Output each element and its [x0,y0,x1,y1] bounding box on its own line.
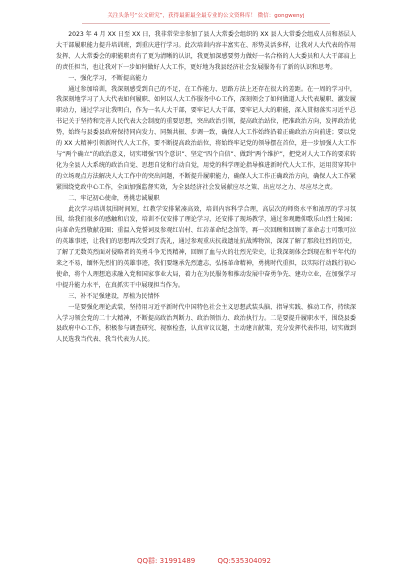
intro-paragraph: 2023 年 4 月 XX 日至 XX 日，我非常荣幸参加了县人大常委会组织的 XX 县人大常委会组成人员和基层人大干部履职能力提升培训班，到重庆进行学习。此次培训内容丰富实在、形势灵活多样，让我对人大代表的作用发挥、人大常委会的职能职责有了更为清晰的认识，我更加深感要努力做好一名合格的人大委员和人大干部肩上的责任担当，也让我对下一步如何做好人大工作，更好地为我县经济社会发展服务有了新的认识和思考。 [56,31,356,71]
section-3-paragraph: 一是要强化理论武装，坚持用习近平新时代中国特色社会主义思想武装头脑、指导实践、推动工作，持续深入学习领会党的二十大精神，不断提高政治判断力、政治领悟力、政治执行力。二是要提升履职水平，围绕县委县政府中心工作，积极参与调查研究、视察检查，认真审议议题，主动建言献策，充分发挥代表作用，切实做到人民选我当代表、我当代表为人民。 [56,303,356,344]
document-body [56,30,356,346]
qq-group-text: QQ群: 31991489 [137,557,196,565]
section-heading-3: 三、补不足强建设，厚植为民情怀 [68,292,160,300]
section-2-paragraph: 此次学习培训氛围时间短，红教学安排紧凑高效，培训内容科学合理，高层次的师资水平和浓厚的学习氛围，给我们很多的感触和启发，培训不仅安排了理论学习，还安排了现场教学，通过参观瞻仰歌乐山烈士陵园；向革命先烈敬献花圈；重温入党誓词及参观红岩村、红岩革命纪念馆等，再一次回顾和回顾了革命志士可歌可泣的英雄事迹，让我们的思想再次受到了洗礼，通过参观重庆抗战遗址抗战博物馆，深深了解了那段壮烈的历史，了解了无数英烈面对侵略者的英勇斗争无畏精神，回顾了血与火的壮烈光荣史，让我深刻体会到现在和平年代的来之不易，缅怀先烈们的英雄事迹，我们要继承先烈遗志，弘扬革命精神，勇挑时代重担，以实际行动践行初心使命，将个人理想追求融入党和国家事业大局，着力在为民服务和推动发展中奋勇争先、建功立业，在加强学习中提升能力水平，在真抓实干中展现担当作为。 [56,205,356,289]
page-footer [0,553,408,569]
promo-banner: 关注头条号“公文研究”，获得最新最全最专业的公文资料库！ 微信：gongwenyj [82,9,330,24]
section-heading-1: 一、强化学习，不断提高能力 [68,74,148,82]
qq-contact-text: QQ:535304092 [217,557,271,565]
section-heading-2: 二、牢记初心使命，勇挑忠诚履职 [68,194,160,202]
section-1-paragraph: 通过参加培训，我深刻感受到自己的不足，在工作能力、思路方法上还存在很大的差距。在一周的学习中，我深刻地学习了人大代表如何履职、如何以人大工作服务中心工作，深刻领会了如何做道人大代表履职、激发履职动力，通过学习让我明白，作为一名人大干部，要牢记人大干部，要牢记人大的职能，深入贯彻落实习近平总书记关于坚持和完善人民代表大会制度的重要思想，突出政治引领，提高政治站位，把准政治方向，发挥政治优势，始终与县委县政府保持同向发力、同频共振、步调一致，确保人大工作始终沿着正确政治方向前进；要以党的 XX 大精神引领新时代人大工作，要不断提高政治站位，将始终牢记党的领导摆在首位，进一步加强人大工作与“两个确立”的政治意义，切实增强“四个意识”、坚定“四个自信”、做到“两个维护”，把党对人大工作的要求转化为全县人大系统的政治自觉、思想自觉和行动自觉，用党的科学理论指导推进新时代人大工作，运用贯穿其中的立场观点方法解决人大工作中的突出问题，不断提升履职能力，确保人大工作正确政治方向，确保人大工作紧紧围绕党政中心工作，全面加强监督实效，为全县经济社会发展献应尽之策、出应尽之力、尽应尽之责。 [56,85,356,191]
